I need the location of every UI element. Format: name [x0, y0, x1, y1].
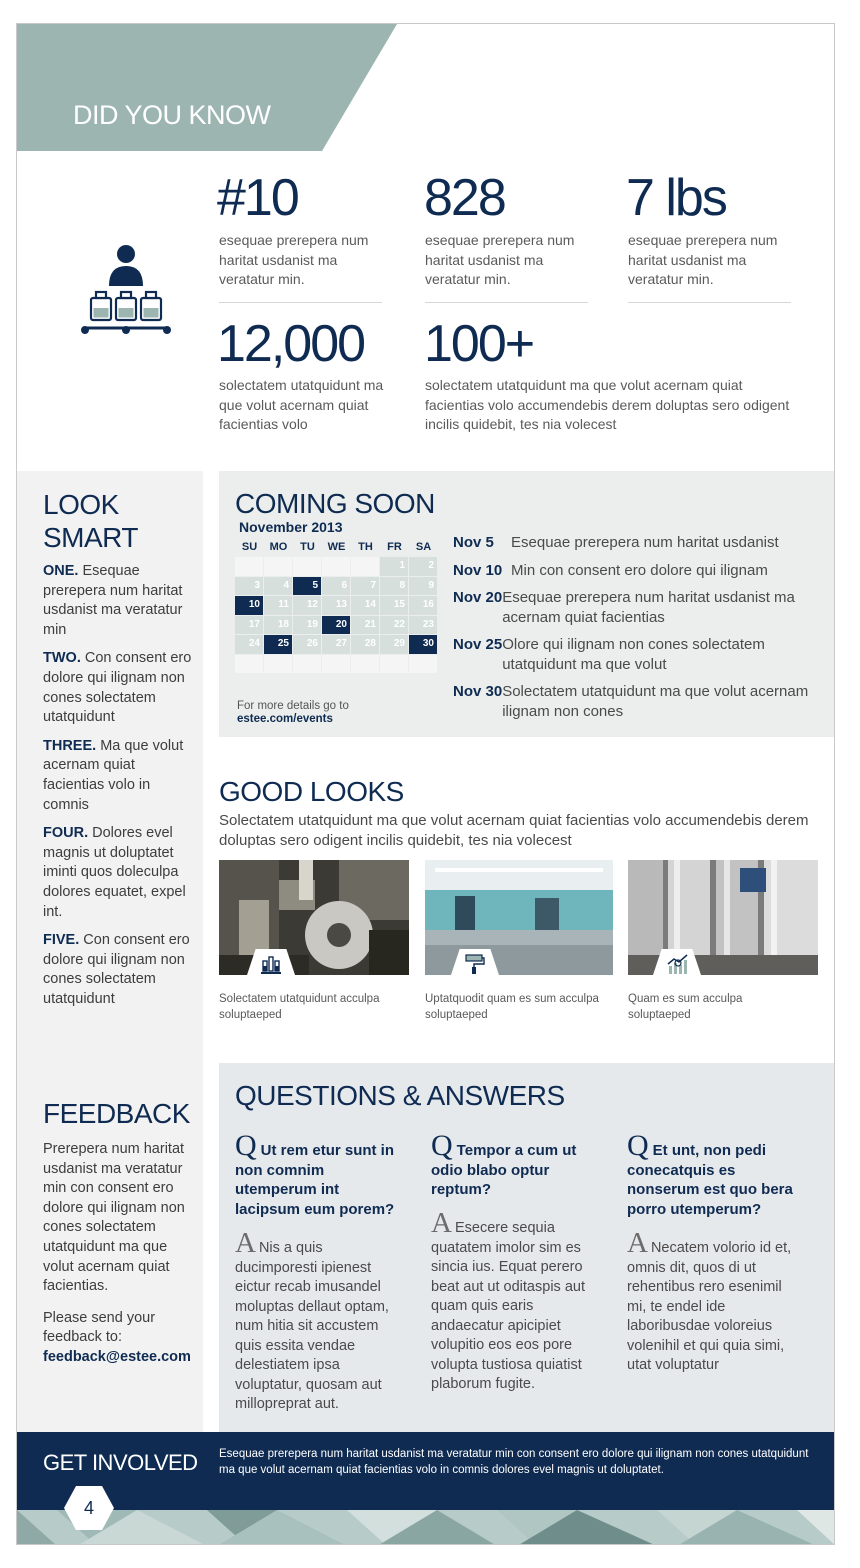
calendar-day[interactable]: 23 [409, 616, 437, 635]
weekday-label: TH [358, 541, 373, 553]
calendar-day[interactable]: 4 [264, 577, 292, 596]
details-text: For more details go to [237, 700, 349, 712]
event-item: Nov 30 Solectatem utatquidunt ma que volut acernam ilignam non cones [453, 683, 809, 720]
look-smart-item: FOUR. Dolores evel magnis ut doluptatet iminti quos doleculpa dolores equatet, expel int. [43, 825, 186, 920]
calendar-day[interactable]: 9 [409, 577, 437, 596]
calendar-day [235, 557, 263, 576]
left-sidebar [17, 471, 203, 1432]
weekday-label: FR [387, 541, 402, 553]
calendar-day[interactable]: 24 [235, 635, 263, 654]
qa-panel [219, 1063, 835, 1432]
divider [219, 302, 382, 303]
calendar-day[interactable]: 3 [235, 577, 263, 596]
details-link[interactable]: estee.com/events [237, 713, 333, 725]
good-looks-intro: Solectatem utatquidunt ma que volut acernam quiat facientias volo accumendebis derem doluptas sero odigent incilis quidebit, tes nia volecest [219, 812, 809, 849]
calendar-day[interactable]: 18 [264, 616, 292, 635]
qa-title: QUESTIONS & ANSWERS [235, 1080, 565, 1111]
calendar-day[interactable]: 6 [322, 577, 350, 596]
photo-caption: Solectatem utatquidunt acculpa soluptaeped [219, 993, 380, 1021]
calendar-day [351, 557, 379, 576]
calendar-day [293, 655, 321, 674]
calendar-details [237, 700, 349, 726]
newsletter-page [16, 23, 835, 1545]
calendar-event-day[interactable]: 10 [235, 596, 263, 615]
answer: A Esecere sequia quatatem imolor sim es sincia ius. Equat perero beat aut ut oditaspis aut quam quis earis andaecatur apicipiet volupitio eos eos pore volupta tustiosa quiatist plaborum fugite. [431, 1207, 585, 1392]
stat-text: esequae prerepera num haritat usdanist ma veratatur min. [628, 232, 778, 287]
did-you-know-banner [17, 24, 397, 151]
event-item: Nov 20 Esequae prerepera num haritat usdanist ma acernam quiat facientias [453, 589, 795, 626]
photo-caption: Uptatquodit quam es sum acculpa soluptaeped [425, 993, 599, 1021]
question: Q Tempor a cum ut odio blabo optur reptum? [431, 1129, 577, 1198]
weekday-label: WE [327, 541, 346, 553]
worker-conveyor-icon [79, 244, 175, 338]
weekday-label: TU [300, 541, 315, 553]
good-looks-title: GOOD LOOKS [219, 776, 404, 807]
event-item: Nov 5 Esequae prerepera num haritat usdanist [453, 534, 779, 551]
calendar-day [322, 655, 350, 674]
event-item: Nov 25 Olore qui ilignam non cones solectatem utatquidunt ma que volut [453, 636, 765, 673]
feedback-send-text: Please send your feedback to: [43, 1309, 156, 1346]
calendar-day [380, 655, 408, 674]
answer: A Nis a quis ducimporesti ipienest eictur recab imusandel moluptas dellaut optam, num hitia sit accustem quis essita vendae delestiatem ipsa voluptatur, quosam aut millopreprat aut. [235, 1227, 389, 1412]
calendar-day[interactable]: 27 [322, 635, 350, 654]
stat-value: 828 [424, 169, 505, 227]
calendar-day[interactable]: 26 [293, 635, 321, 654]
answer: A Necatem volorio id et, omnis dit, quos di ut rehentibus rero esenimil mi, te endel ide laboribusdae voloreius volenihil et qui quia simi, utat voluptatur [627, 1227, 792, 1373]
calendar-day[interactable]: 14 [351, 596, 379, 615]
calendar-day[interactable]: 29 [380, 635, 408, 654]
stat-text: esequae prerepera num haritat usdanist ma veratatur min. [219, 232, 369, 287]
weekday-label: SU [241, 541, 258, 553]
feedback-section [43, 1097, 199, 1377]
question: Q Ut rem etur sunt in non comnim utemperum int lacipsum eum porem? [235, 1129, 395, 1218]
decorative-pattern [17, 1510, 835, 1545]
look-smart-title-line2: SMART [43, 522, 138, 553]
calendar-event-day[interactable]: 25 [264, 635, 292, 654]
stat-value: 7 lbs [626, 169, 726, 227]
calendar [235, 541, 438, 673]
look-smart-item: ONE. Esequae prerepera num haritat usdanist ma veratatur min [43, 563, 183, 638]
machinery-photo [219, 860, 409, 975]
stat-value: 12,000 [217, 315, 365, 373]
feedback-body: Prerepera num haritat usdanist ma veratatur min con consent ero dolore qui ilignam non cones solectatem utatquidunt ma que volut acernam quiat facientias. [43, 1141, 185, 1295]
calendar-day[interactable]: 7 [351, 577, 379, 596]
calendar-grid [235, 557, 438, 673]
divider [628, 302, 791, 303]
banner-title: DID YOU KNOW [73, 100, 271, 130]
paint-roller-icon [464, 954, 486, 974]
calendar-day[interactable]: 17 [235, 616, 263, 635]
photo-caption: Quam es sum acculpa soluptaeped [628, 993, 743, 1021]
look-smart-item: FIVE. Con consent ero dolore qui ilignam non cones solectatem utatquidunt [43, 932, 190, 1007]
calendar-day [351, 655, 379, 674]
calendar-event-day[interactable]: 20 [322, 616, 350, 635]
calendar-month: November 2013 [239, 519, 343, 535]
facility-photo [425, 860, 613, 975]
calendar-day [235, 655, 263, 674]
stat-text: esequae prerepera num haritat usdanist ma veratatur min. [425, 232, 575, 287]
stat-text: solectatem utatquidunt ma que volut acernam quiat facientias volo [219, 377, 384, 432]
stat-value: 100+ [424, 315, 534, 373]
weekday-label: SA [415, 541, 432, 553]
footer-text: Esequae prerepera num haritat usdanist ma veratatur min con consent ero dolore qui ilignam non cones utatquidunt ma que volut acernam quiat facientias volo in comnis dolores evel magnis ut doluptatet. [219, 1448, 809, 1476]
calendar-event-day[interactable]: 30 [409, 635, 437, 654]
calendar-day[interactable]: 12 [293, 596, 321, 615]
calendar-day[interactable]: 21 [351, 616, 379, 635]
calendar-day [264, 655, 292, 674]
calendar-day[interactable]: 13 [322, 596, 350, 615]
feedback-title: FEEDBACK [43, 1098, 190, 1129]
stat-text: solectatem utatquidunt ma que volut acernam quiat facientias volo accumendebis derem doluptas sero odigent incilis quidebit, tes nia volecest [425, 377, 790, 432]
calendar-day [264, 557, 292, 576]
look-smart-item: TWO. Con consent ero dolore qui ilignam non cones solectatem utatquidunt [43, 650, 192, 726]
coming-soon-panel [219, 471, 835, 737]
lab-equipment-icon [260, 954, 282, 974]
calendar-day[interactable]: 22 [380, 616, 408, 635]
get-involved-footer [17, 1432, 835, 1510]
calendar-event-day[interactable]: 5 [293, 577, 321, 596]
look-smart-section [43, 488, 199, 1018]
calendar-day [322, 557, 350, 576]
calendar-day[interactable]: 28 [351, 635, 379, 654]
look-smart-title-line1: LOOK [43, 489, 119, 520]
calendar-day[interactable]: 16 [409, 596, 437, 615]
calendar-weekdays [235, 541, 438, 553]
look-smart-item: THREE. Ma que volut acernam quiat facientias volo in comnis [43, 737, 184, 813]
growth-chart-icon [666, 954, 690, 974]
coming-soon-title: COMING SOON [235, 488, 435, 519]
calendar-day[interactable]: 2 [409, 557, 437, 576]
calendar-day [293, 557, 321, 576]
question: Q Et unt, non pedi conecatquis es nonserum est quo bera porro utemperum? [627, 1129, 793, 1218]
calendar-day [409, 655, 437, 674]
calendar-day[interactable]: 1 [380, 557, 408, 576]
calendar-day[interactable]: 15 [380, 596, 408, 615]
event-item: Nov 10 Min con consent ero dolore qui ilignam [453, 562, 768, 579]
calendar-day[interactable]: 11 [264, 596, 292, 615]
tanks-photo [628, 860, 818, 975]
calendar-day[interactable]: 19 [293, 616, 321, 635]
feedback-email-link[interactable]: feedback@estee.com [43, 1348, 191, 1365]
weekday-label: MO [269, 541, 288, 553]
page-number: 4 [83, 1498, 94, 1518]
calendar-day[interactable]: 8 [380, 577, 408, 596]
footer-title: GET INVOLVED [43, 1450, 198, 1475]
stat-value: #10 [217, 169, 298, 227]
divider [425, 302, 588, 303]
